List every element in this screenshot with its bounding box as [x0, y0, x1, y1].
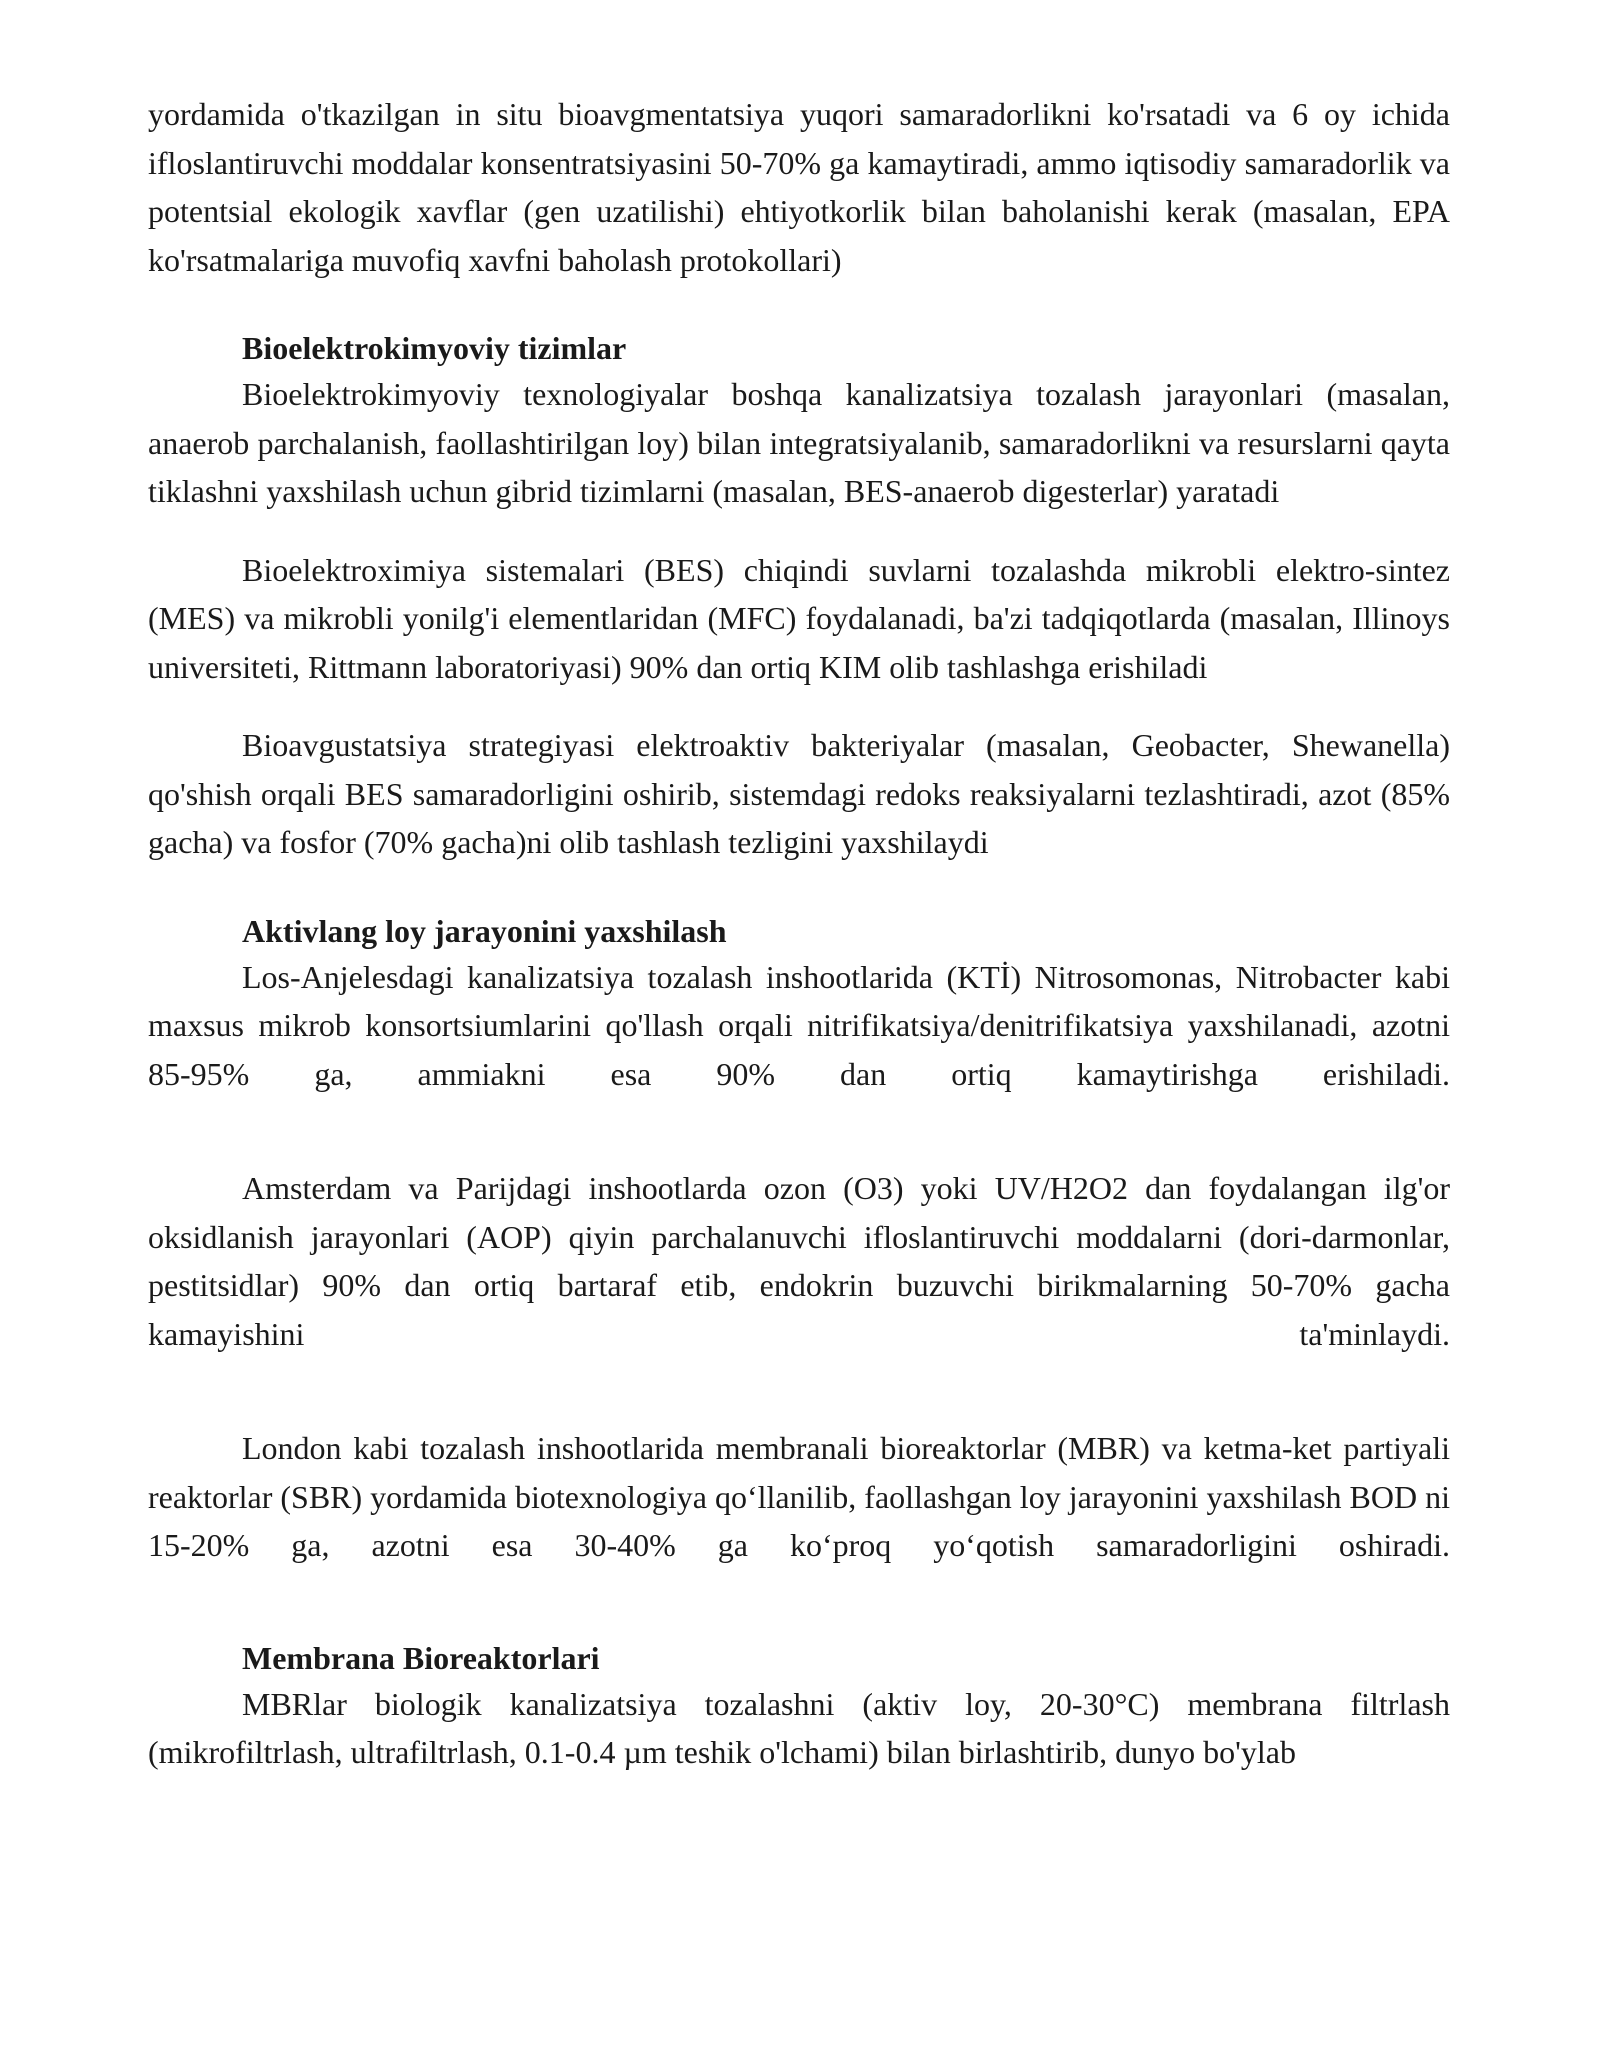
- document-page: [148, 90, 1450, 1777]
- heading-activated-sludge: Aktivlang loy jarayonini yaxshilash: [242, 912, 727, 949]
- spacer: [148, 691, 1450, 721]
- spacer: [148, 1570, 1450, 1636]
- heading-bioelectrochemical-systems: Bioelektrokimyoviy tizimlar: [242, 330, 627, 366]
- paragraph-amsterdam-paris-aop: Amsterdam va Parijdagi inshootlarda ozon (O3) yoki UV/H2O2 dan foydalangan ilg'or oksidlanish jarayonlari (AOP) qiyin parchalanuvchi ifloslantiruvchi moddalarni (dori-darmonlar, pestitsidlar) 90% dan ortiq bartaraf etib, endokrin buzuvchi birikmalarning 50-70% gacha kamayishini ta'minlaydi.: [148, 1170, 1450, 1352]
- paragraph-bes-mes-mfc: Bioelektroximiya sistemalari (BES) chiqindi suvlarni tozalashda mikrobli elektro-sintez (MES) va mikrobli yonilg'i elementlaridan (MFC) foydalanadi, ba'zi tadqiqotlarda (masalan, Illinoys universiteti, Rittmann laboratoriyasi) 90% dan ortiq KIM olib tashlashga erishiladi: [148, 551, 1450, 685]
- paragraph-bes-hybrid-systems: Bioelektrokimyoviy texnologiyalar boshqa kanalizatsiya tozalash jarayonlari (masalan, anaerob parchalanish, faollashtirilgan loy) bilan integratsiyalanib, samaradorlikni va resurslarni qayta tiklashni yaxshilash uchun gibrid tizimlarni (masalan, BES-anaerob digesterlar) yaratadi: [148, 376, 1450, 509]
- paragraph-london-mbr-sbr: London kabi tozalash inshootlarida membranali bioreaktorlar (MBR) va ketma-ket partiyali reaktorlar (SBR) yordamida biotexnologiya qo‘llanilib, faollashgan loy jarayonini yaxshilash BOD ni 15-20% ga, azotni esa 30-40% ga ko‘proq yo‘qotish samaradorligini oshiradi.: [148, 1430, 1450, 1563]
- paragraph-bioaugmentation-strategy: Bioavgustatsiya strategiyasi elektroaktiv bakteriyalar (masalan, Geobacter, Shewanella) qo'shish orqali BES samaradorligini oshirib, sistemdagi redoks reaksiyalarni tezlashtiradi, azot (85% gacha) va fosfor (70% gacha)ni olib tashlash tezligini yaxshilaydi: [148, 727, 1450, 860]
- spacer: [148, 284, 1450, 326]
- paragraph-mbr-description: MBRlar biologik kanalizatsiya tozalashni (aktiv loy, 20-30°C) membrana filtrlash (mikrofiltrlash, ultrafiltrlash, 0.1-0.4 µm teshik o'lchami) bilan birlashtirib, dunyo bo'ylab: [148, 1685, 1450, 1770]
- heading-membrane-bioreactors: Membrana Bioreaktorlari: [242, 1639, 600, 1676]
- paragraph-los-angeles-nitrification: Los-Anjelesdagi kanalizatsiya tozalash inshootlarida (KTİ) Nitrosomonas, Nitrobacter kabi maxsus mikrob konsortsiumlarini qo'llash orqali nitrifikatsiya/denitrifikatsiya yaxshilanadi, azotni 85-95% ga, ammiakni esa 90% dan ortiq kamaytirishga erishiladi.: [148, 958, 1450, 1092]
- spacer: [148, 867, 1450, 909]
- spacer: [148, 1358, 1450, 1424]
- spacer: [148, 1098, 1450, 1164]
- spacer: [148, 516, 1450, 546]
- paragraph-bioaugmentation-continued: yordamida o'tkazilgan in situ bioavgmentatsiya yuqori samaradorlikni ko'rsatadi va 6 oy ichida ifloslantiruvchi moddalar konsentratsiyasini 50-70% ga kamaytiradi, ammo iqtisodiy samaradorlik va potentsial ekologik xavflar (gen uzatilishi) ehtiyotkorlik bilan baholanishi kerak (masalan, EPA ko'rsatmalariga muvofiq xavfni baholash protokollari): [148, 96, 1450, 278]
